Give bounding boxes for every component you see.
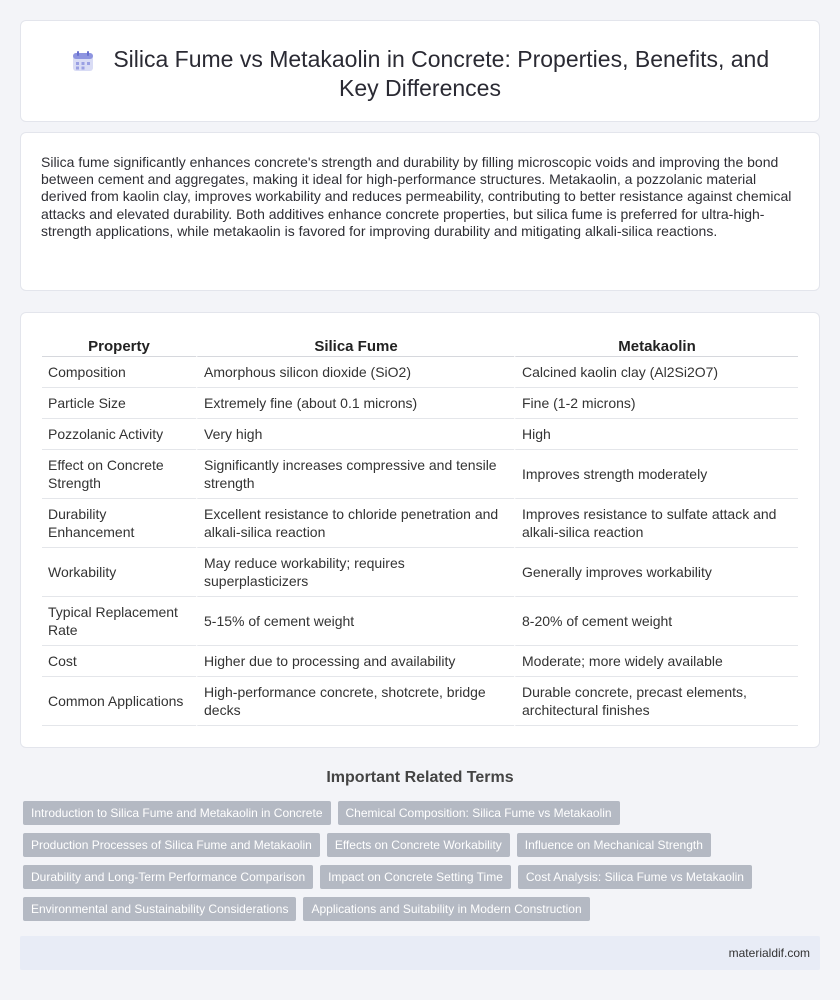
intro-paragraph: Silica fume significantly enhances concrete's strength and durability by filling microscopic voids and improving the bond between cement and aggregates, making it ideal for high-performance structures. Metakaolin, a pozzolanic material derived from kaolin clay, improves workability and reduces permeability, contributing to better resistance against chemical attacks and elevated durability. Both additives enhance concrete properties, but silica fume is preferred for ultra-high-strength applications, while metakaolin is favored for improving durability and mitigating alkali-silica reactions. <box>41 154 792 239</box>
cell-silica-fume: Amorphous silicon dioxide (SiO2) <box>196 357 514 388</box>
table-row <box>42 548 798 597</box>
tag-row <box>23 897 823 921</box>
related-term-tag[interactable]: Introduction to Silica Fume and Metakaolin in Concrete <box>23 801 331 825</box>
cell-property: Effect on Concrete Strength <box>42 450 196 499</box>
cell-metakaolin: Calcined kaolin clay (Al2Si2O7) <box>514 357 798 388</box>
cell-metakaolin: Improves strength moderately <box>514 450 798 499</box>
tag-row <box>23 865 823 889</box>
related-term-tag[interactable]: Production Processes of Silica Fume and Metakaolin <box>23 833 320 857</box>
cell-silica-fume: Extremely fine (about 0.1 microns) <box>196 388 514 419</box>
related-term-tag[interactable]: Influence on Mechanical Strength <box>517 833 711 857</box>
table-row <box>42 419 798 450</box>
table-row <box>42 357 798 388</box>
header-property: Property <box>42 335 196 357</box>
cell-metakaolin: Fine (1-2 microns) <box>514 388 798 419</box>
table-row <box>42 597 798 646</box>
cell-property: Durability Enhancement <box>42 499 196 548</box>
related-term-tag[interactable]: Cost Analysis: Silica Fume vs Metakaolin <box>518 865 752 889</box>
cell-metakaolin: Durable concrete, precast elements, architectural finishes <box>514 677 798 726</box>
cell-silica-fume: Significantly increases compressive and tensile strength <box>196 450 514 499</box>
footer-bar <box>20 936 820 970</box>
table-row <box>42 646 798 677</box>
calendar-icon <box>71 49 95 73</box>
cell-metakaolin: 8-20% of cement weight <box>514 597 798 646</box>
tag-row <box>23 801 823 825</box>
related-term-tag[interactable]: Applications and Suitability in Modern Construction <box>303 897 589 921</box>
related-terms-heading: Important Related Terms <box>326 769 514 786</box>
cell-metakaolin: Generally improves workability <box>514 548 798 597</box>
footer-site-name[interactable]: materialdif.com <box>728 946 810 960</box>
related-term-tag[interactable]: Effects on Concrete Workability <box>327 833 510 857</box>
table-row <box>42 450 798 499</box>
related-term-tag[interactable]: Chemical Composition: Silica Fume vs Metakaolin <box>338 801 620 825</box>
table-row <box>42 677 798 726</box>
header-metakaolin: Metakaolin <box>514 335 798 357</box>
intro-card <box>20 132 820 291</box>
related-terms-list <box>23 801 823 929</box>
page-title: Silica Fume vs Metakaolin in Concrete: Properties, Benefits, and Key Differences <box>113 46 770 101</box>
table-header-row <box>42 335 798 357</box>
table-row <box>42 499 798 548</box>
cell-property: Cost <box>42 646 196 677</box>
comparison-table-card <box>20 312 820 748</box>
header-card <box>20 20 820 122</box>
tag-row <box>23 833 823 857</box>
cell-property: Workability <box>42 548 196 597</box>
related-term-tag[interactable]: Impact on Concrete Setting Time <box>320 865 511 889</box>
cell-property: Composition <box>42 357 196 388</box>
title-wrap <box>61 45 779 103</box>
cell-property: Common Applications <box>42 677 196 726</box>
cell-silica-fume: Higher due to processing and availability <box>196 646 514 677</box>
cell-metakaolin: Improves resistance to sulfate attack and alkali-silica reaction <box>514 499 798 548</box>
cell-metakaolin: Moderate; more widely available <box>514 646 798 677</box>
table-row <box>42 388 798 419</box>
cell-silica-fume: 5-15% of cement weight <box>196 597 514 646</box>
cell-silica-fume: May reduce workability; requires superplasticizers <box>196 548 514 597</box>
comparison-table <box>42 335 798 726</box>
cell-property: Particle Size <box>42 388 196 419</box>
cell-metakaolin: High <box>514 419 798 450</box>
related-term-tag[interactable]: Durability and Long-Term Performance Comparison <box>23 865 313 889</box>
cell-silica-fume: Excellent resistance to chloride penetration and alkali-silica reaction <box>196 499 514 548</box>
cell-silica-fume: Very high <box>196 419 514 450</box>
cell-property: Typical Replacement Rate <box>42 597 196 646</box>
cell-silica-fume: High-performance concrete, shotcrete, bridge decks <box>196 677 514 726</box>
header-silica-fume: Silica Fume <box>196 335 514 357</box>
related-term-tag[interactable]: Environmental and Sustainability Considerations <box>23 897 296 921</box>
cell-property: Pozzolanic Activity <box>42 419 196 450</box>
